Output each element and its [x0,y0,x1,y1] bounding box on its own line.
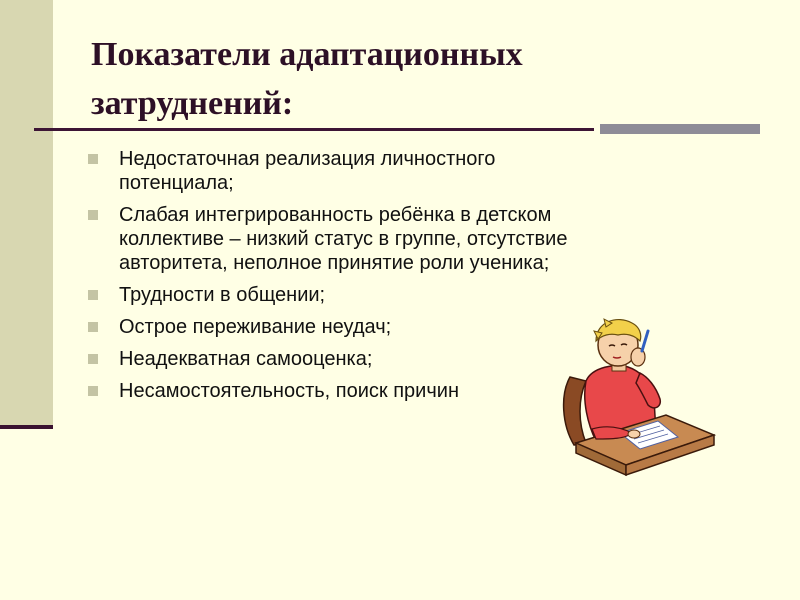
list-item-line: коллективе – низкий статус в группе, отсутствие [119,228,568,250]
bullet-square-icon [88,154,98,164]
band-underline [0,425,53,429]
list-item [86,147,726,195]
list-item-line: потенциала; [119,172,234,194]
bullet-square-icon [88,290,98,300]
bullet-square-icon [88,210,98,220]
bullet-square-icon [88,322,98,332]
title-line-2: затруднений: [91,85,294,122]
thinking-student-icon [556,315,726,485]
bullet-square-icon [88,354,98,364]
title-accent-bar [600,124,760,134]
slide-title [91,30,731,128]
list-item-line: Трудности в общении; [119,284,326,306]
list-item-line: авторитета, неполное принятие роли ученика; [119,252,550,274]
list-item-line: Несамостоятельность, поиск причин [119,380,459,402]
list-item-line: Недостаточная реализация личностного [119,148,496,170]
list-item [86,203,726,275]
left-decor-band [0,0,53,428]
title-divider [34,128,594,131]
title-line-1: Показатели адаптационных [91,36,523,73]
bullet-square-icon [88,386,98,396]
list-item-line: Острое переживание неудач; [119,316,392,338]
list-item [86,283,726,307]
list-item-line: Неадекватная самооценка; [119,348,373,370]
list-item-line: Слабая интегрированность ребёнка в детском [119,204,552,226]
